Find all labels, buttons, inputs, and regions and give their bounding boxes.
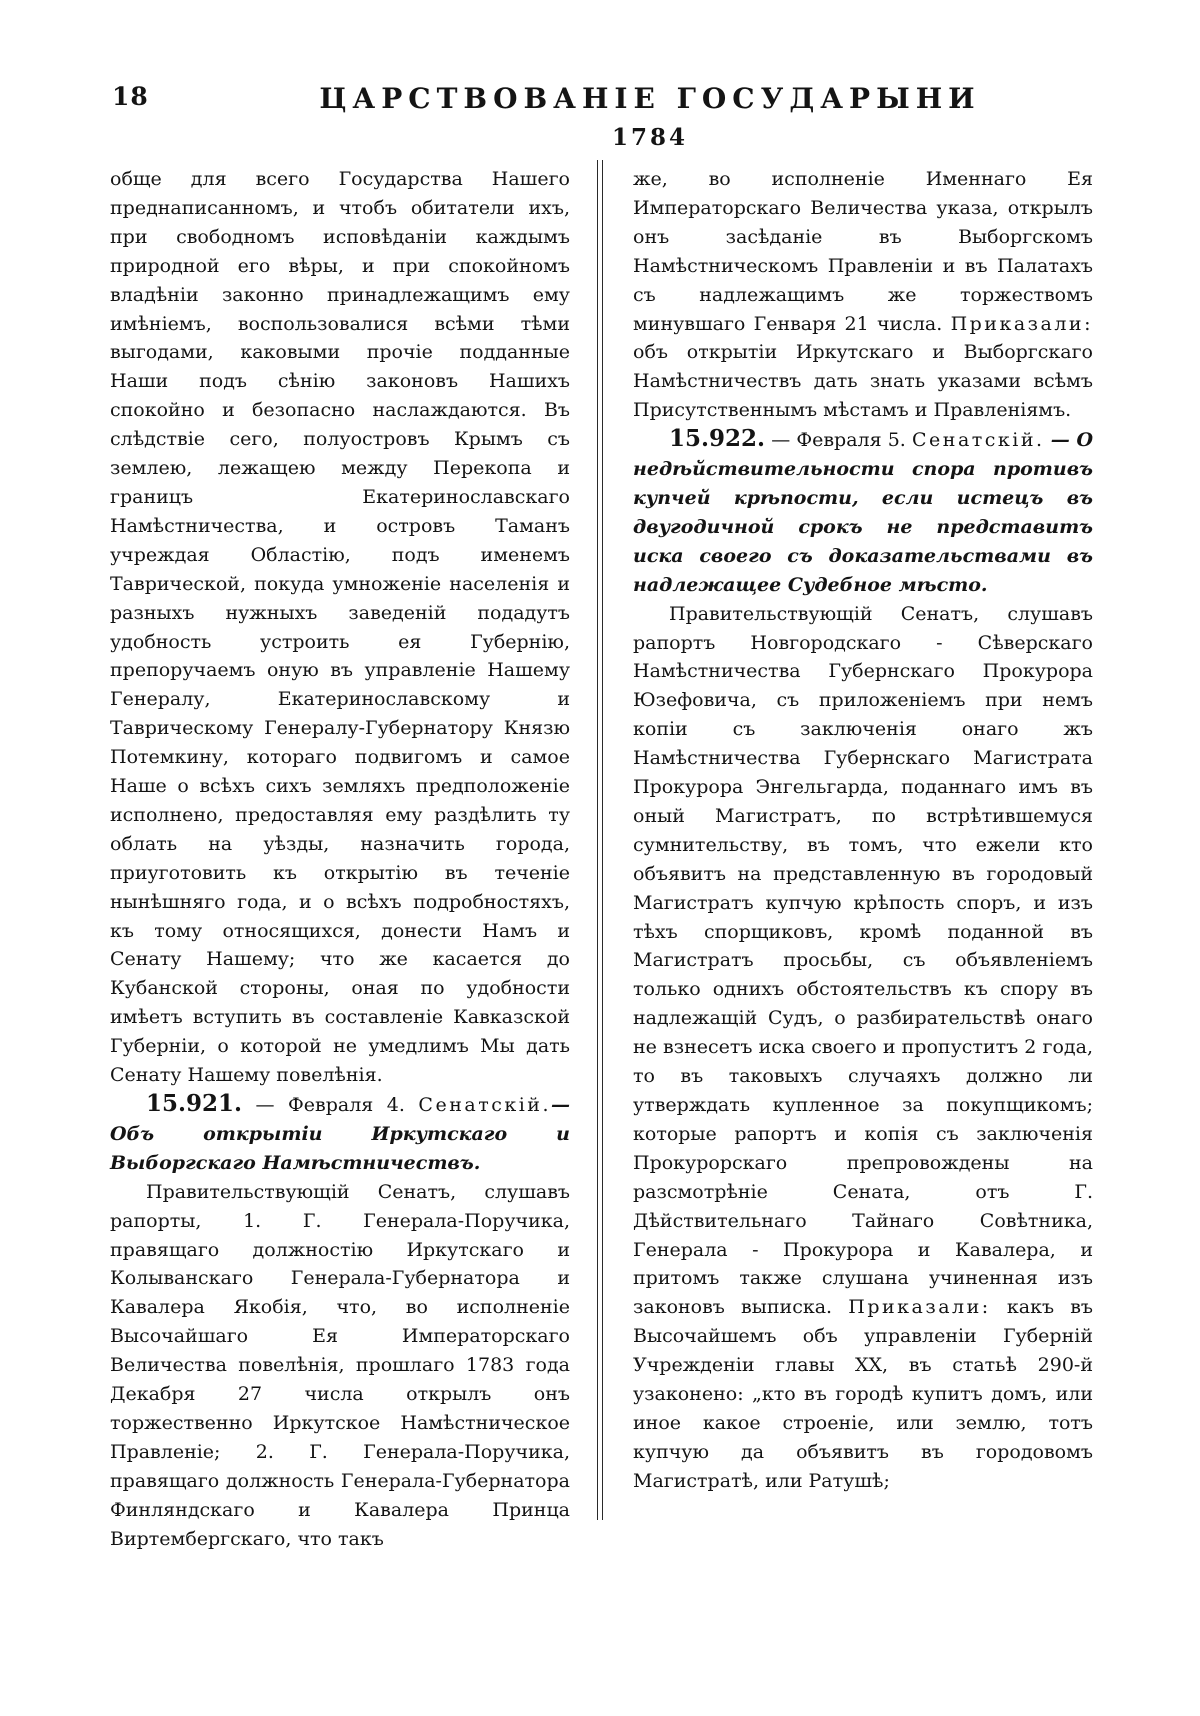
entry-date: — Февраля 4. [255,1094,405,1116]
column-divider-rule [597,160,598,1520]
prikazali-label: Приказали: [848,1296,991,1319]
paragraph-text: объ открытіи Иркутскаго и Выборгскаго Намѣстничествъ дать знать указами всѣмъ Присутственнымъ мѣстамъ и Правленіямъ. [633,341,1093,422]
page-number: 18 [112,82,149,111]
entry-number: 15.922. [669,425,766,453]
entry-type: Сенатскій. [418,1094,552,1116]
paragraph-text: Правительствующій Сенатъ, слушавъ рапортъ Новгородскаго - Сѣверскаго Намѣстничества Губернскаго Прокурора Юзефовича, съ приложеніемъ при немъ копіи съ заключенія онаго жъ Намѣстничества Губернскаго Магистрата Прокурора Энгельгарда, поданнаго имъ въ оный Магистратъ, по встрѣтившемуся сумнительству, въ томъ, что ежели кто объявитъ на представленную въ городовый Магистратъ купчую крѣпость споръ, и изъ тѣхъ спорщиковъ, кромѣ поданной въ Магистратъ просьбы, съ объявленіемъ только однихъ обстоятельствъ къ спору въ надлежащій Судъ, о разбирательствѣ онаго не взнесетъ иска своего и пропуститъ 2 года, то въ таковыхъ случаяхъ должно ли утверждать купленное за покупщикомъ; которые рапортъ и копія съ заключенія Прокурорскаго препровождены на разсмотрѣніе Сената, отъ Г. Дѣйствительнаго Тайнаго Совѣтника, Генерала - Прокурора и Кавалера, и притомъ также слушана учиненная изъ законовъ выписка. [633,602,1093,1319]
senate-ruling-paragraph [633,600,1093,1496]
running-head: ЦАРСТВОВАНІЕ ГОСУДАРЫНИ [319,82,981,115]
decree-continuation-paragraph: обще для всего Государства Нашего преднаписанномъ, и чтобъ обитатели ихъ, при свободномъ исповѣданіи каждымъ природной его вѣры, и при спокойномъ владѣніи законно принадлежащимъ ему имѣніемъ, воспользовалися всѣми тѣми выгодами, каковыми прочіе подданные Наши подъ сѣнію законовъ Нашихъ спокойно и безопасно наслаждаются. Въ слѣдствіе сего, полуостровъ Крымъ съ землею, лежащею между Перекопа и границъ Екатеринославскаго Намѣстничества, и островъ Таманъ учреждая Областію, подъ именемъ Таврической, покуда умноженіе населенія и разныхъ нужныхъ заведеній подадутъ удобность устроить ея Губернію, препоручаемъ оную въ управленіе Нашему Генералу, Екатеринославскому и Таврическому Генералу-Губернатору Князю Потемкину, котораго подвигомъ и самое Наше о всѣхъ сихъ земляхъ предположеніе исполнено, предоставляя ему раздѣлить ту облать на уѣзды, назначить города, приуготовить къ открытію въ теченіе нынѣшняго года, и о всѣхъ подробностяхъ, къ тому относящихся, донести Намъ и Сенату Нашему; что же касается до Кубанской стороны, оная по удобности имѣетъ вступить въ составленіе Кавказской Губерніи, о которой не умедлимъ Мы дать Сенату Нашему повелѣнія. [110,168,570,1087]
right-column [633,165,1093,1496]
entry-number: 15.921. [146,1090,243,1117]
entry-title: — О недѣйствительности спора противъ купчей крѣпости, если истецъ въ двугодичной срокъ не представитъ иска своего съ доказательствами въ надлежащее Судебное мѣсто. [633,429,1093,596]
column-divider-rule [602,160,603,1520]
entry-date: — Февраля 5. [771,429,906,452]
left-column [110,165,570,1554]
entry-title: —Объ открытіи Иркутскаго и Выборгскаго Намѣстничествъ. [110,1094,571,1174]
paragraph-text: же, во исполненіе Именнаго Ея Императорскаго Величества указа, открылъ онъ засѣданіе въ Выборгскомъ Намѣстническомъ Правленіи и въ Палатахъ съ надлежащимъ же торжествомъ минувшаго Генваря 21 числа. [633,168,1093,335]
entry-type: Сенатскій. [912,429,1045,452]
prikazali-label: Приказали: [950,312,1093,335]
senate-report-paragraph: Правительствующій Сенатъ, слушавъ рапорты, 1. Г. Генерала-Поручика, правящаго должностію Иркутскаго и Колыванскаго Генерала-Губернатора и Кавалера Якобія, что, во исполненіе Высочайшаго Ея Императорскаго Величества повелѣнія, прошлаго 1783 года Декабря 27 числа открылъ онъ торжественно Иркутское Намѣстническое Правленіе; 2. Г. Генерала-Поручика, правящаго должность Генерала-Губернатора Финляндскаго и Кавалера Принца Виртембергскаго, что такъ [110,1180,570,1550]
entry-15921-heading [110,1090,570,1178]
year-heading: 1784 [611,124,688,151]
report-continuation-paragraph [633,165,1093,425]
entry-15922-heading [633,425,1093,599]
paragraph-text: какъ въ Высочайшемъ объ управленіи Губерній Учрежденіи главы XX, въ статьѣ 290-й узаконено: „кто въ городѣ купитъ домъ, или иное какое строеніе, или землю, тотъ купчую да объявитъ въ городовомъ Магистратѣ, или Ратушѣ; [633,1296,1093,1492]
